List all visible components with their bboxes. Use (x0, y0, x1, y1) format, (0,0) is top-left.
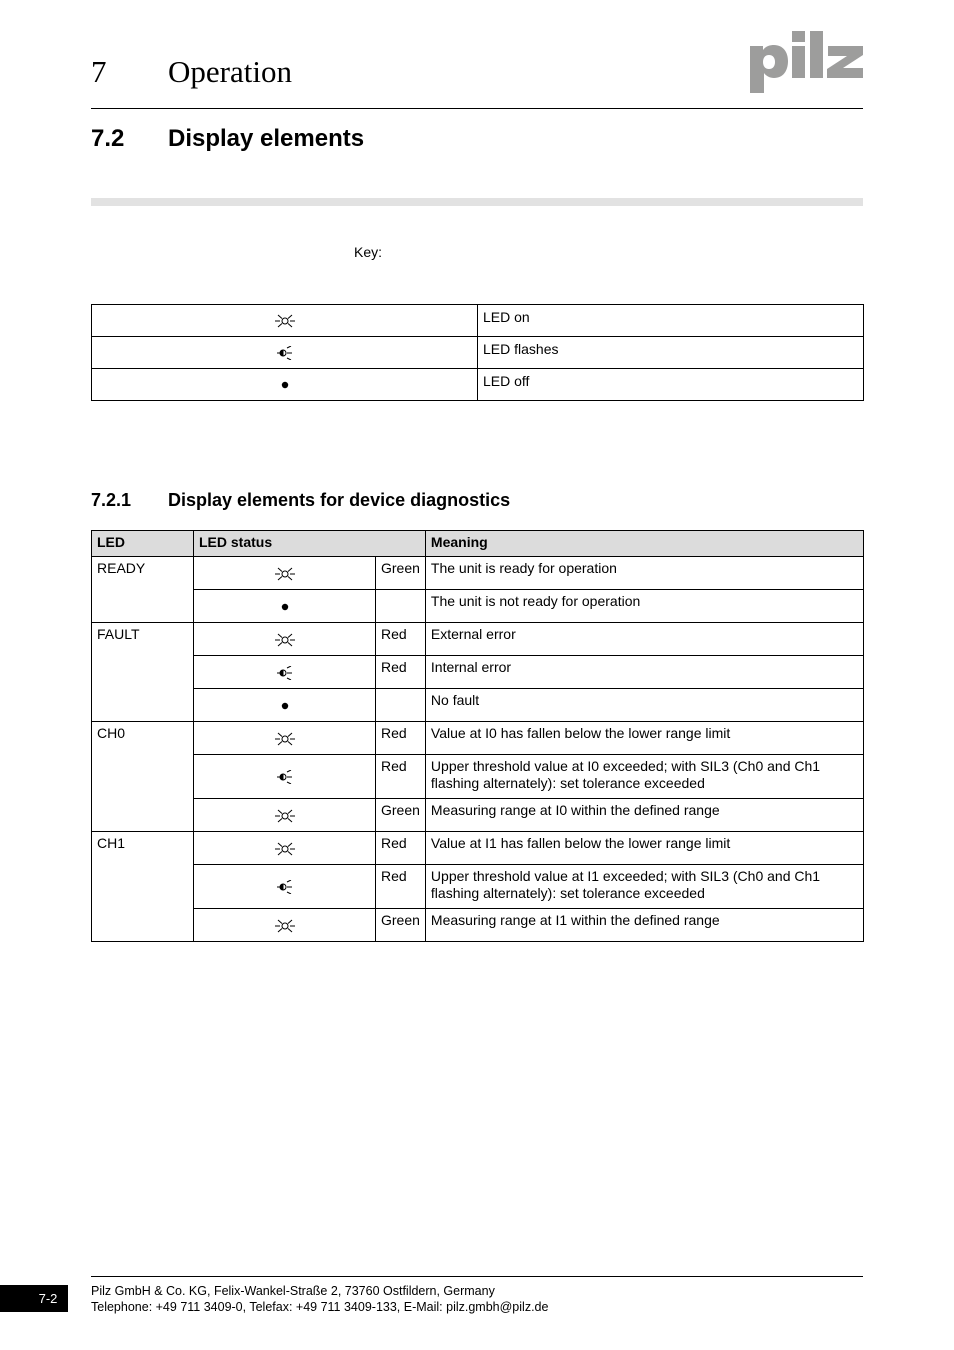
led-status-cell (194, 755, 376, 799)
led-color-cell: Red (376, 755, 426, 799)
led-status-cell (194, 623, 376, 656)
diagnostics-table (91, 530, 864, 942)
meaning-cell: Upper threshold value at I0 exceeded; with SIL3 (Ch0 and Ch1 flashing alternately): set tolerance exceeded (425, 755, 863, 799)
led-color-cell (376, 590, 426, 623)
led-color-cell: Red (376, 832, 426, 865)
header-rule (91, 108, 863, 109)
meaning-cell: The unit is ready for operation (425, 557, 863, 590)
led-color-cell: Red (376, 865, 426, 909)
led-status-cell (194, 656, 376, 689)
section-number: 7.2 (91, 125, 125, 152)
meaning-cell: Value at I0 has fallen below the lower range limit (425, 722, 863, 755)
led-off-icon (275, 697, 295, 713)
footer-rule (91, 1276, 863, 1277)
led-status-cell (194, 722, 376, 755)
table-row (92, 909, 864, 942)
led-flashes-icon (276, 664, 294, 680)
table-row (92, 623, 864, 656)
key-label: Key: (354, 244, 383, 260)
legend-text: LED flashes (478, 337, 864, 369)
meaning-cell: Value at I1 has fallen below the lower range limit (425, 832, 863, 865)
led-name-cell: FAULT (92, 623, 194, 722)
table-row (92, 755, 864, 799)
section-divider-bar (91, 198, 863, 206)
led-status-cell (194, 909, 376, 942)
header-led-status: LED status (194, 531, 426, 557)
led-status-cell (194, 832, 376, 865)
table-row (92, 832, 864, 865)
led-status-cell (194, 689, 376, 722)
led-status-cell (194, 799, 376, 832)
table-row (92, 656, 864, 689)
pilz-logo (748, 28, 866, 96)
meaning-cell: Measuring range at I1 within the defined range (425, 909, 863, 942)
page-number: 7-2 (38, 1291, 58, 1306)
footer-contact: Telephone: +49 711 3409-0, Telefax: +49 711 3409-133, E-Mail: pilz.gmbh@pilz.de (91, 1300, 549, 1314)
led-color-cell: Green (376, 799, 426, 832)
table-row (92, 557, 864, 590)
led-name-cell: CH0 (92, 722, 194, 832)
led-status-cell (194, 557, 376, 590)
led-name-cell: CH1 (92, 832, 194, 942)
led-status-cell (194, 590, 376, 623)
led-on-icon (274, 917, 296, 933)
table-row (92, 590, 864, 623)
meaning-cell: Measuring range at I0 within the defined range (425, 799, 863, 832)
led-color-cell: Red (376, 722, 426, 755)
chapter-title: Operation (168, 54, 292, 89)
led-status-cell (92, 369, 478, 401)
table-row (92, 799, 864, 832)
led-status-cell (92, 305, 478, 337)
page-number-tab (0, 1285, 68, 1312)
legend-row (92, 305, 864, 337)
led-color-cell: Red (376, 623, 426, 656)
meaning-cell: Internal error (425, 656, 863, 689)
led-off-icon (275, 376, 295, 392)
led-status-cell (92, 337, 478, 369)
header-led: LED (92, 531, 194, 557)
led-on-icon (274, 565, 296, 581)
legend-text: LED off (478, 369, 864, 401)
led-color-cell: Red (376, 656, 426, 689)
section-title: Display elements (168, 125, 365, 152)
led-on-icon (274, 312, 296, 328)
led-color-cell: Green (376, 557, 426, 590)
led-flashes-icon (276, 344, 294, 360)
table-header-row (92, 531, 864, 557)
table-row (92, 689, 864, 722)
subsection-title: Display elements for device diagnostics (168, 490, 511, 510)
led-status-cell (194, 865, 376, 909)
chapter-number: 7 (91, 54, 107, 89)
led-color-cell: Green (376, 909, 426, 942)
led-off-icon (275, 598, 295, 614)
legend-row (92, 369, 864, 401)
led-on-icon (274, 807, 296, 823)
subsection-number: 7.2.1 (91, 490, 132, 510)
led-flashes-icon (276, 768, 294, 784)
led-on-icon (274, 730, 296, 746)
pilz-logo-graphic (748, 28, 866, 96)
meaning-cell: No fault (425, 689, 863, 722)
led-flashes-icon (276, 878, 294, 894)
legend-table (91, 304, 864, 401)
header-meaning: Meaning (425, 531, 863, 557)
meaning-cell: The unit is not ready for operation (425, 590, 863, 623)
led-color-cell (376, 689, 426, 722)
meaning-cell: External error (425, 623, 863, 656)
legend-text: LED on (478, 305, 864, 337)
table-row (92, 722, 864, 755)
led-name-cell: READY (92, 557, 194, 623)
table-row (92, 865, 864, 909)
footer-address: Pilz GmbH & Co. KG, Felix-Wankel-Straße 2, 73760 Ostfildern, Germany (91, 1284, 495, 1298)
led-on-icon (274, 840, 296, 856)
meaning-cell: Upper threshold value at I1 exceeded; with SIL3 (Ch0 and Ch1 flashing alternately): set tolerance exceeded (425, 865, 863, 909)
legend-row (92, 337, 864, 369)
led-on-icon (274, 631, 296, 647)
